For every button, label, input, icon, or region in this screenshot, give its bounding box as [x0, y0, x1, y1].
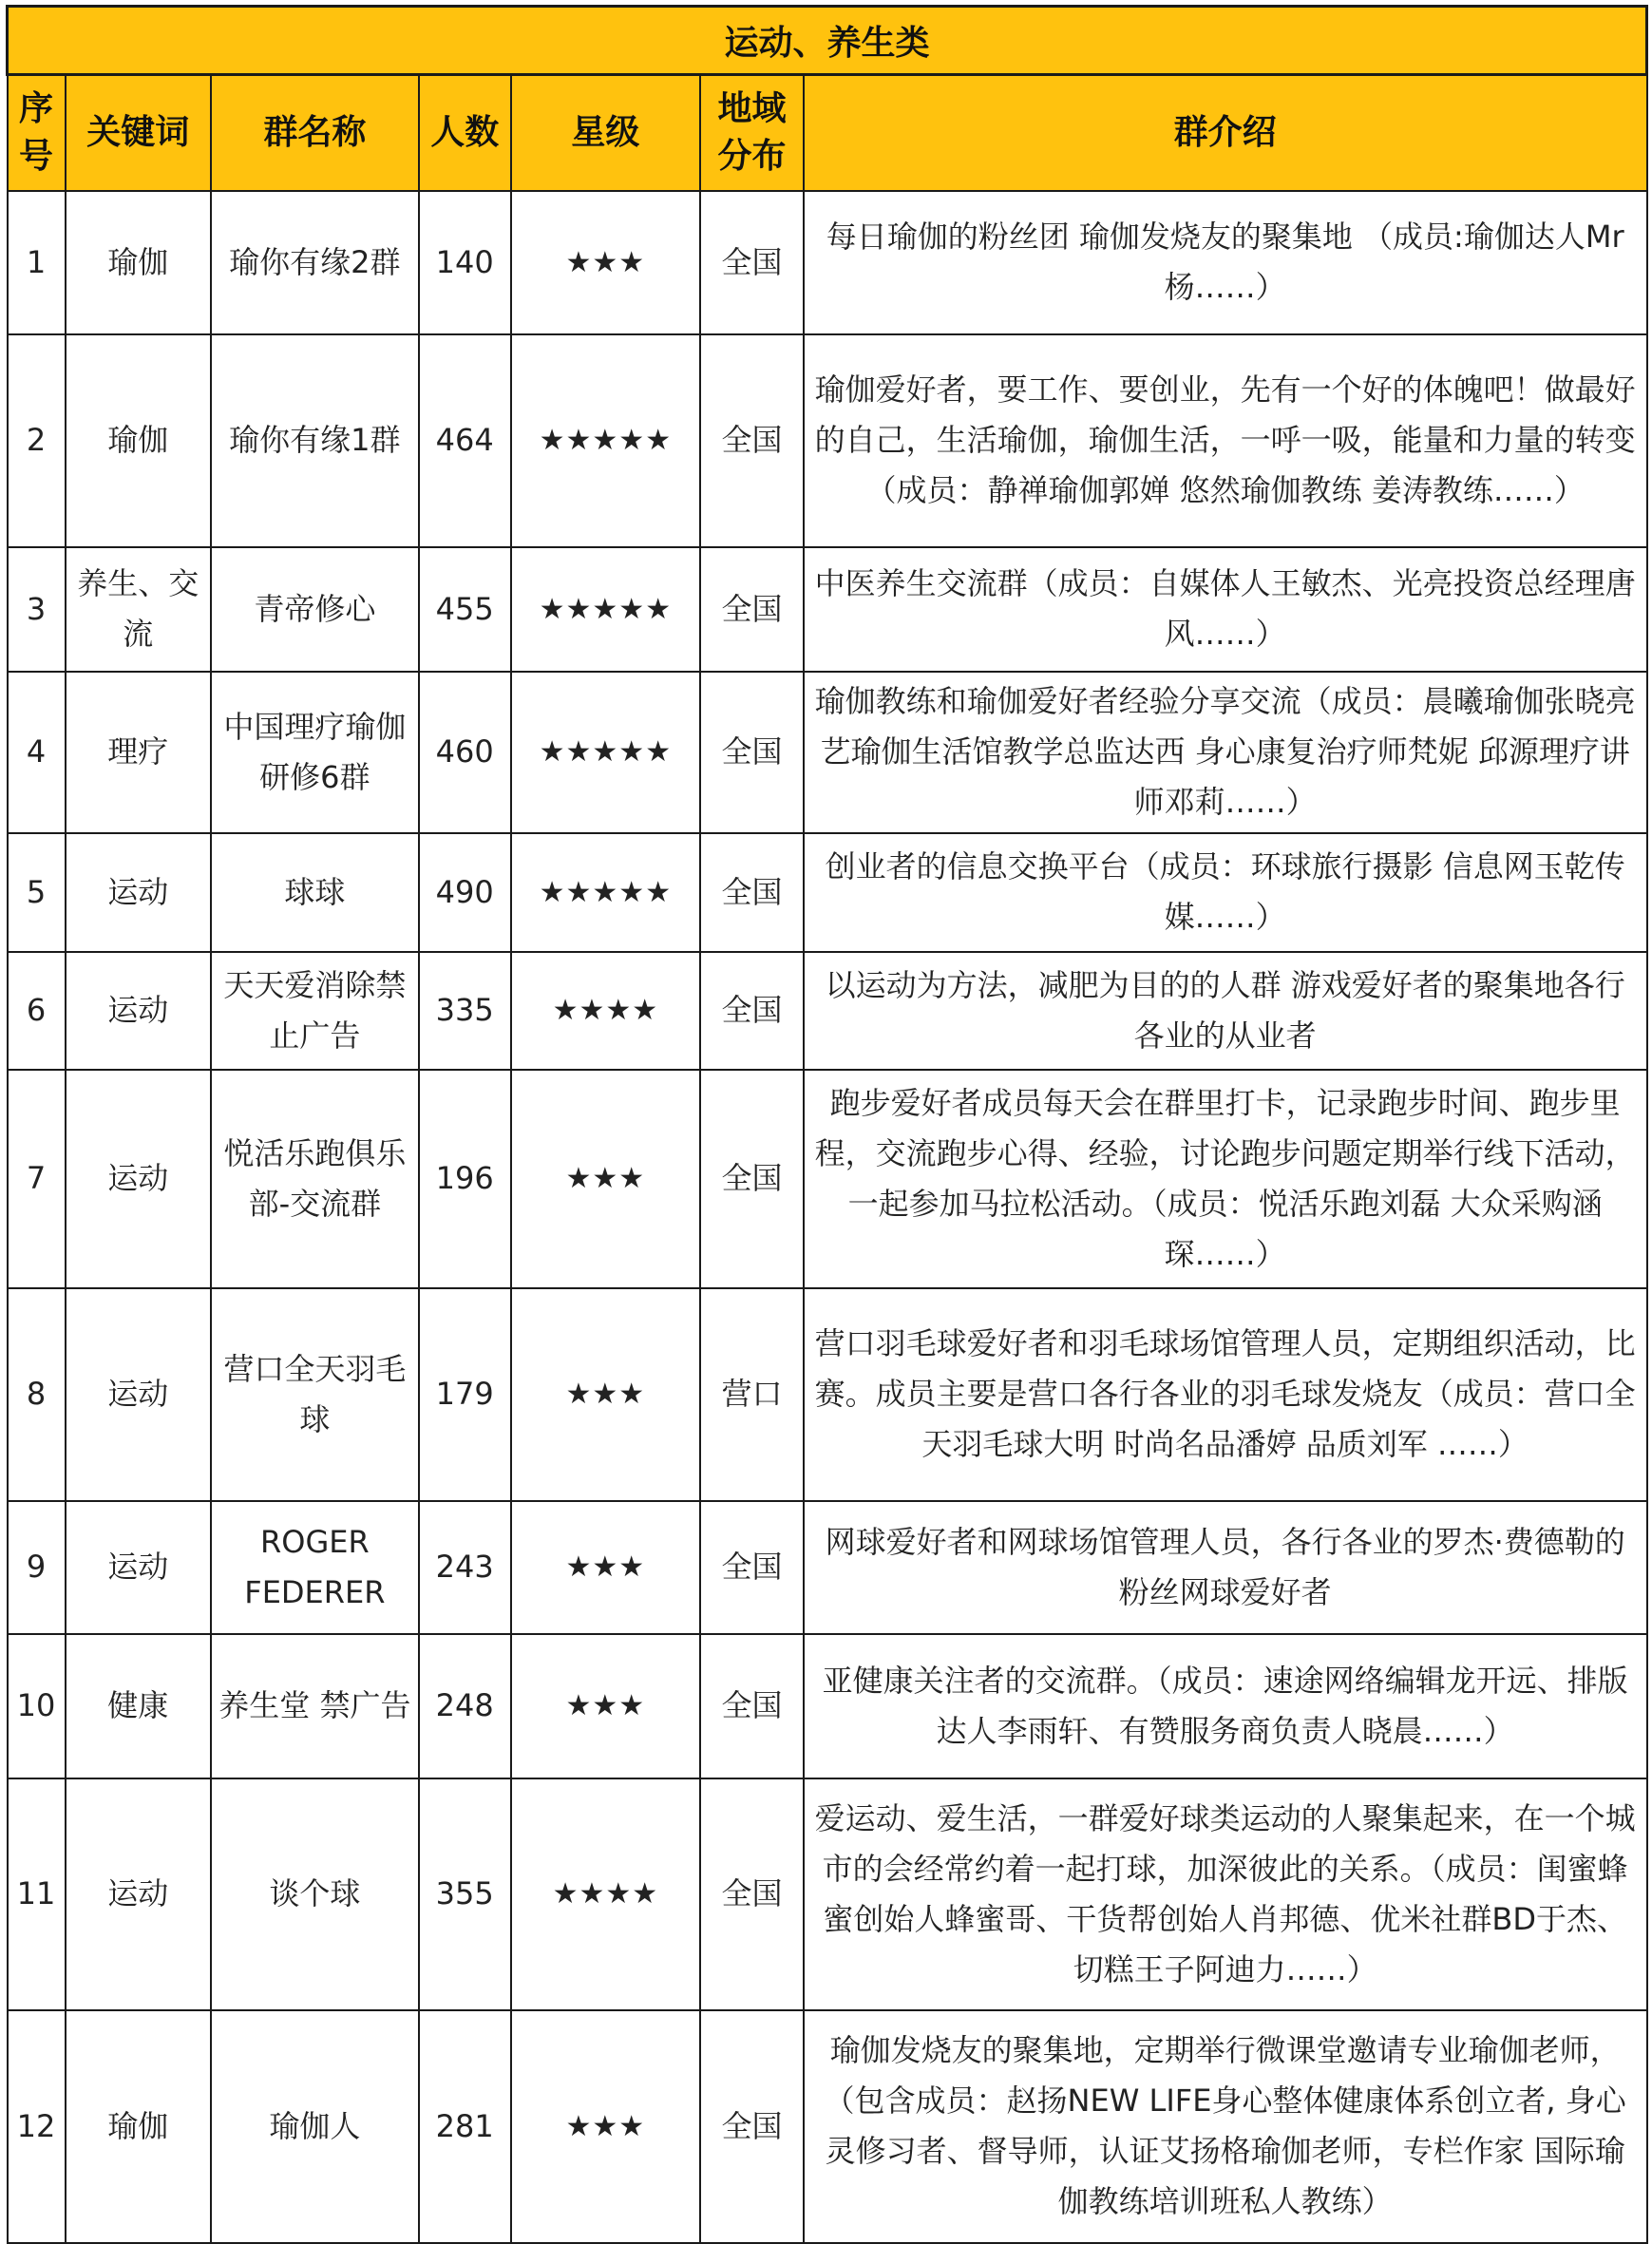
row-member-count: 179 [419, 1288, 511, 1501]
table-row [8, 952, 1647, 1070]
row-group-name: 中国理疗瑜伽研修6群 [211, 672, 419, 833]
row-member-count: 243 [419, 1501, 511, 1634]
row-region: 全国 [700, 547, 804, 672]
row-member-count: 248 [419, 1634, 511, 1778]
header-intro: 群介绍 [804, 75, 1647, 191]
table-row [8, 2010, 1647, 2243]
header-region: 地域分布 [700, 75, 804, 191]
row-keyword: 健康 [66, 1634, 211, 1778]
group-table [6, 5, 1648, 2244]
row-number: 2 [8, 334, 66, 547]
row-keyword: 运动 [66, 1288, 211, 1501]
row-star-rating: ★★★ [511, 191, 701, 334]
row-star-rating: ★★★★★ [511, 672, 701, 833]
row-intro: 网球爱好者和网球场馆管理人员，各行各业的罗杰·费德勒的粉丝网球爱好者 [804, 1501, 1647, 1634]
row-member-count: 335 [419, 952, 511, 1070]
row-star-rating: ★★★★ [511, 1778, 701, 2010]
row-intro: 创业者的信息交换平台（成员：环球旅行摄影 信息网玉乾传媒……） [804, 833, 1647, 952]
table-row [8, 547, 1647, 672]
row-region: 全国 [700, 1070, 804, 1288]
row-region: 全国 [700, 672, 804, 833]
row-region: 全国 [700, 334, 804, 547]
row-number: 11 [8, 1778, 66, 2010]
row-member-count: 490 [419, 833, 511, 952]
row-number: 6 [8, 952, 66, 1070]
row-number: 4 [8, 672, 66, 833]
row-number: 1 [8, 191, 66, 334]
row-star-rating: ★★★ [511, 1501, 701, 1634]
row-member-count: 140 [419, 191, 511, 334]
row-group-name: 球球 [211, 833, 419, 952]
row-intro: 爱运动、爱生活，一群爱好球类运动的人聚集起来，在一个城市的会经常约着一起打球，加深彼此的关系。（成员：闺蜜蜂蜜创始人蜂蜜哥、干货帮创始人肖邦德、优米社群BD于杰、切糕王子阿迪力……） [804, 1778, 1647, 2010]
row-star-rating: ★★★★★ [511, 334, 701, 547]
row-group-name: 悦活乐跑俱乐部-交流群 [211, 1070, 419, 1288]
row-star-rating: ★★★★★ [511, 833, 701, 952]
row-number: 7 [8, 1070, 66, 1288]
row-group-name: 瑜你有缘2群 [211, 191, 419, 334]
row-intro: 瑜伽教练和瑜伽爱好者经验分享交流（成员：晨曦瑜伽张晓亮 艺瑜伽生活馆教学总监达西 身心康复治疗师梵妮 邱源理疗讲师邓莉……） [804, 672, 1647, 833]
row-number: 12 [8, 2010, 66, 2243]
row-intro: 以运动为方法，减肥为目的的人群 游戏爱好者的聚集地各行各业的从业者 [804, 952, 1647, 1070]
table-row [8, 672, 1647, 833]
row-region: 营口 [700, 1288, 804, 1501]
row-number: 9 [8, 1501, 66, 1634]
row-keyword: 理疗 [66, 672, 211, 833]
row-intro: 亚健康关注者的交流群。（成员：速途网络编辑龙开远、排版达人李雨轩、有赞服务商负责人晓晨……） [804, 1634, 1647, 1778]
row-intro: 每日瑜伽的粉丝团 瑜伽发烧友的聚集地 （成员:瑜伽达人Mr杨……） [804, 191, 1647, 334]
row-keyword: 运动 [66, 1070, 211, 1288]
table-row [8, 1778, 1647, 2010]
row-intro: 瑜伽爱好者，要工作、要创业，先有一个好的体魄吧！做最好的自己，生活瑜伽，瑜伽生活，一呼一吸，能量和力量的转变（成员：静禅瑜伽郭婵 悠然瑜伽教练 姜涛教练……） [804, 334, 1647, 547]
row-keyword: 瑜伽 [66, 191, 211, 334]
row-keyword: 养生、交流 [66, 547, 211, 672]
header-keyword: 关键词 [66, 75, 211, 191]
row-star-rating: ★★★ [511, 1634, 701, 1778]
table-row [8, 334, 1647, 547]
row-keyword: 瑜伽 [66, 334, 211, 547]
row-star-rating: ★★★★ [511, 952, 701, 1070]
row-star-rating: ★★★ [511, 2010, 701, 2243]
table-row [8, 1501, 1647, 1634]
row-group-name: 谈个球 [211, 1778, 419, 2010]
row-group-name: ROGER FEDERER [211, 1501, 419, 1634]
row-group-name: 瑜伽人 [211, 2010, 419, 2243]
row-keyword: 运动 [66, 833, 211, 952]
row-intro: 瑜伽发烧友的聚集地，定期举行微课堂邀请专业瑜伽老师，（包含成员：赵扬NEW LIFE身心整体健康体系创立者, 身心灵修习者、督导师，认证艾扬格瑜伽老师，专栏作家 国际瑜伽教练培训班私人教练） [804, 2010, 1647, 2243]
row-star-rating: ★★★★★ [511, 547, 701, 672]
row-member-count: 464 [419, 334, 511, 547]
row-keyword: 运动 [66, 1501, 211, 1634]
row-number: 5 [8, 833, 66, 952]
table-title: 运动、养生类 [8, 7, 1647, 75]
row-number: 8 [8, 1288, 66, 1501]
row-star-rating: ★★★ [511, 1070, 701, 1288]
row-region: 全国 [700, 833, 804, 952]
row-member-count: 281 [419, 2010, 511, 2243]
row-region: 全国 [700, 2010, 804, 2243]
table-row [8, 191, 1647, 334]
row-group-name: 营口全天羽毛球 [211, 1288, 419, 1501]
row-star-rating: ★★★ [511, 1288, 701, 1501]
row-region: 全国 [700, 191, 804, 334]
row-member-count: 355 [419, 1778, 511, 2010]
row-intro: 中医养生交流群（成员：自媒体人王敏杰、光亮投资总经理唐风……） [804, 547, 1647, 672]
row-member-count: 460 [419, 672, 511, 833]
header-group-name: 群名称 [211, 75, 419, 191]
table-row [8, 1288, 1647, 1501]
row-keyword: 运动 [66, 952, 211, 1070]
row-keyword: 瑜伽 [66, 2010, 211, 2243]
row-group-name: 瑜你有缘1群 [211, 334, 419, 547]
row-region: 全国 [700, 1634, 804, 1778]
row-keyword: 运动 [66, 1778, 211, 2010]
table-row [8, 1634, 1647, 1778]
row-number: 3 [8, 547, 66, 672]
table-row [8, 833, 1647, 952]
header-star-rating: 星级 [511, 75, 701, 191]
row-intro: 营口羽毛球爱好者和羽毛球场馆管理人员，定期组织活动，比赛。成员主要是营口各行各业的羽毛球发烧友（成员：营口全天羽毛球大明 时尚名品潘婷 品质刘军 ……） [804, 1288, 1647, 1501]
row-intro: 跑步爱好者成员每天会在群里打卡，记录跑步时间、跑步里程，交流跑步心得、经验，讨论跑步问题定期举行线下活动，一起参加马拉松活动。（成员：悦活乐跑刘磊 大众采购涵琛……） [804, 1070, 1647, 1288]
row-region: 全国 [700, 1778, 804, 2010]
row-member-count: 196 [419, 1070, 511, 1288]
row-group-name: 养生堂 禁广告 [211, 1634, 419, 1778]
row-number: 10 [8, 1634, 66, 1778]
row-group-name: 青帝修心 [211, 547, 419, 672]
table-body [8, 191, 1647, 2243]
row-member-count: 455 [419, 547, 511, 672]
row-region: 全国 [700, 1501, 804, 1634]
header-member-count: 人数 [419, 75, 511, 191]
row-group-name: 天天爱消除禁止广告 [211, 952, 419, 1070]
table-row [8, 1070, 1647, 1288]
header-no: 序号 [8, 75, 66, 191]
row-region: 全国 [700, 952, 804, 1070]
